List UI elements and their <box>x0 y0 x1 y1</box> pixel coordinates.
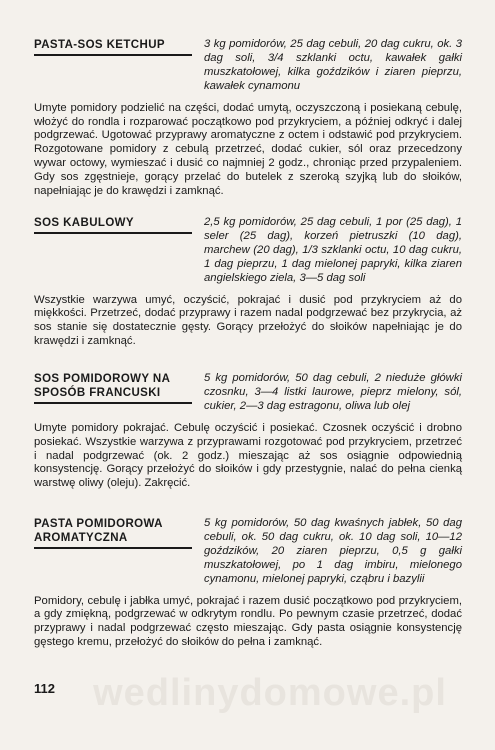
ingredients-text: 5 kg pomidorów, 50 dag kwaśnych jabłek, 50 dag cebuli, ok. 50 dag cukru, ok. 10 dag soli, 10—12 goździków, 20 ziaren pieprzu, 0,5 g gałki muszkatołowej, po 1 dag imbiru, mielonego cynamonu, mielonej papryki, cząbru i bazylii <box>204 517 462 585</box>
method-text: Umyte pomidory podzielić na części, dodać umytą, oczyszczoną i posiekaną cebulę, włożyć do rondla i rozparować początkowo pod przykryciem, a później odkryć i dalej podgrzewać. Ugotować przyprawy aromatyczne z octem i odstawić pod przykryciem. Rozgotowane pomidory z cebulą przetrzeć, dodać cukier, sól oraz przecedzony wywar octowy, wymieszać i dusić co najmniej 2 godz., chroniąc przed przypaleniem. Gdy sos zgęstnieje, gorący przelać do butelek z szeroką szyjką lub do słoików, napełniając je do krawędzi i zamknąć. <box>34 101 462 198</box>
watermark: wedlinydomowe.pl <box>93 672 447 714</box>
recipe-sos-pomidorowy <box>34 372 462 491</box>
recipe-pasta-pomidorowa <box>34 517 462 650</box>
page-number: 112 <box>34 681 55 696</box>
method-text: Umyte pomidory pokrajać. Cebulę oczyścić i posiekać. Czosnek oczyścić i drobno posiekać. Wszystkie warzywa z przyprawami rozgotować pod przykryciem, przetrzeć i nadal podgrzewać (ok. 2 godz.) mieszając aż sos osiągnie odpowiednią konsystencję. Gorący przełożyć do słoików i gdy przestygnie, nalać do pełna cienką warstwę oliwy (oleju). Zakręcić. <box>34 421 462 490</box>
method-text: Pomidory, cebulę i jabłka umyć, pokrajać i razem dusić początkowo pod przykryciem, a gdy zmiękną, podgrzewać w odkrytym rondlu. Po pewnym czasie przetrzeć, dodać przyprawy i nadal podgrzewać często mieszając. Gdy pasta osiągnie konsystencję gęstego kremu, przełożyć do słoików do pełna i zamknąć. <box>34 594 462 649</box>
recipe-sos-kabulowy <box>34 216 462 349</box>
recipe-title: PASTA-SOS KETCHUP <box>34 38 192 56</box>
recipe-title: SOS POMIDOROWY NA SPOSÓB FRANCUSKI <box>34 372 192 404</box>
ingredients-text: 2,5 kg pomidorów, 25 dag cebuli, 1 por (25 dag), 1 seler (25 dag), korzeń pietruszki (10 dag), marchew (20 dag), 1/3 szklanki octu, 10 dag cukru, 1 dag pieprzu, 1 dag mielonej papryki, kilka ziaren angielskiego ziela, 3—5 dag soli <box>204 216 462 284</box>
recipe-pasta-sos-ketchup <box>34 38 462 199</box>
ingredients-text: 3 kg pomidorów, 25 dag cebuli, 20 dag cukru, ok. 3 dag soli, 3/4 szklanki octu, kawałek gałki muszkatołowej, kilka goździków i ziaren pieprzu, kawałek cynamonu <box>204 38 462 92</box>
method-text: Wszystkie warzywa umyć, oczyścić, pokrajać i dusić pod przykryciem aż do miękkości. Przetrzeć, dodać przyprawy i razem nadal podgrzewać bez przykrycia, aż sos stanie się dostatecznie gęsty. Gorący przełożyć do słoików napełniając je do krawędzi i zamknąć. <box>34 293 462 348</box>
recipe-title: PASTA POMIDOROWA AROMATYCZNA <box>34 517 192 549</box>
ingredients-text: 5 kg pomidorów, 50 dag cebuli, 2 nieduże główki czosnku, 3—4 listki laurowe, pieprz mielony, sól, cukier, 2—3 dag estragonu, oliwa lub olej <box>204 372 462 412</box>
recipe-title: SOS KABULOWY <box>34 216 192 234</box>
